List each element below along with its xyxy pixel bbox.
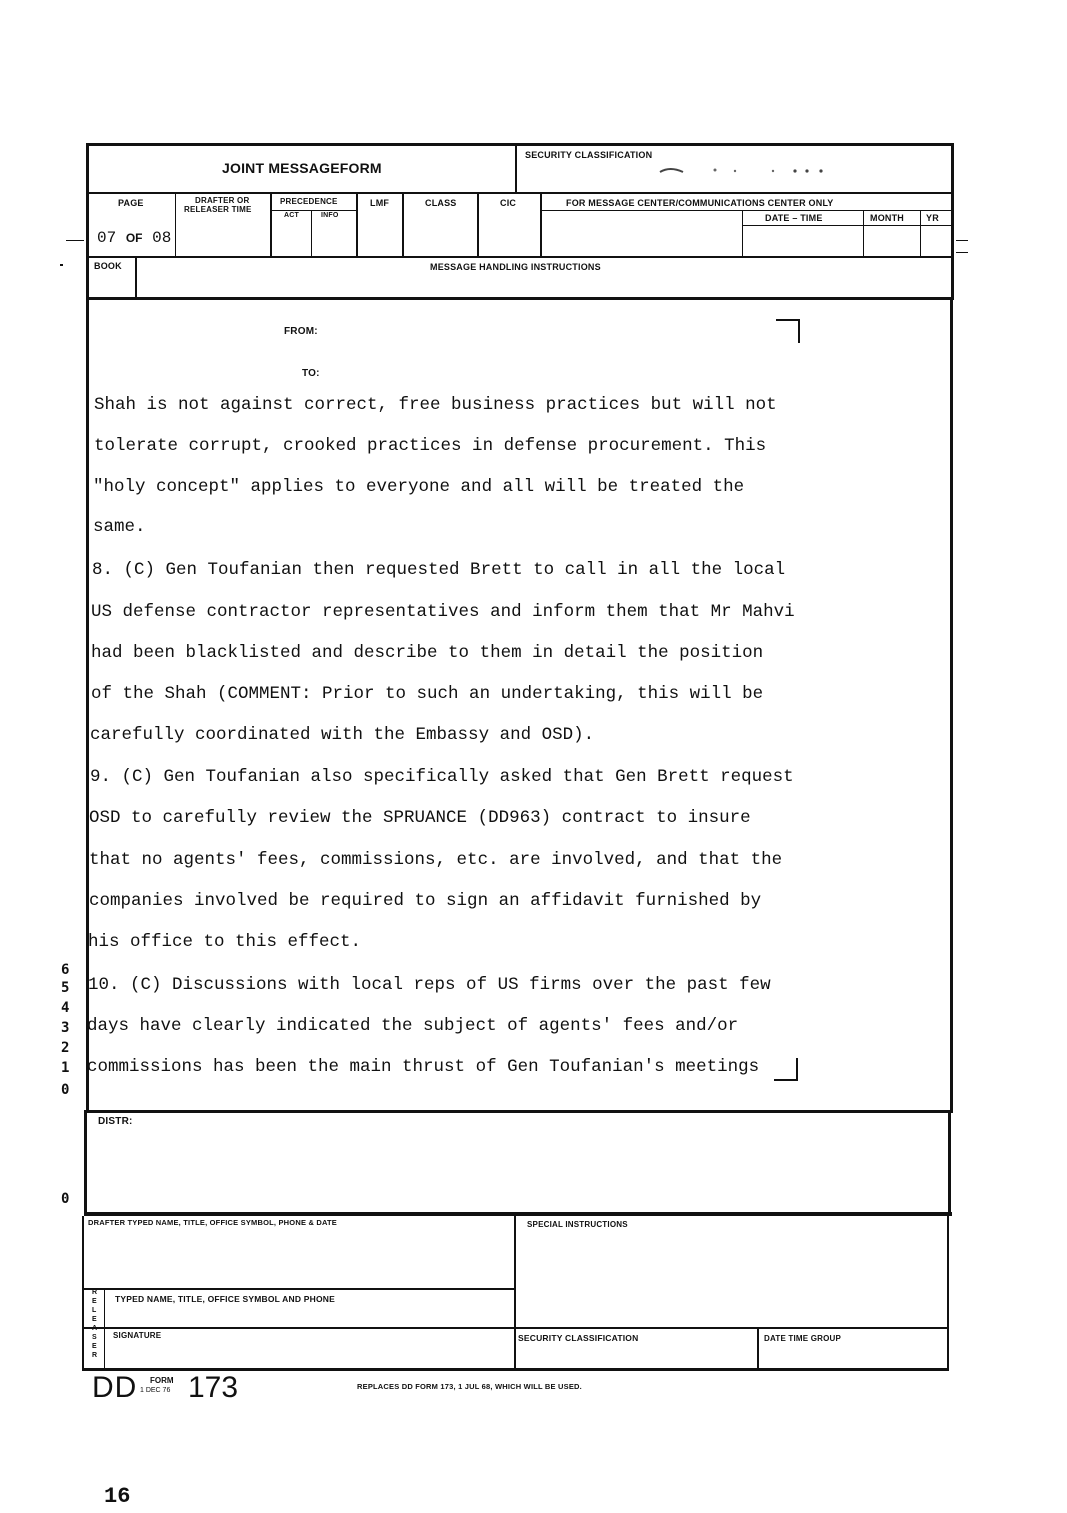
margin-number: 2 <box>61 1040 70 1056</box>
body-line: Shah is not against correct, free business practices but will not <box>94 395 777 415</box>
drafter-label-2: RELEASER TIME <box>184 205 252 214</box>
act-label: ACT <box>284 212 299 219</box>
margin-number: 6 <box>61 962 70 978</box>
body-line: companies involved be required to sign an affidavit furnished by <box>89 891 762 911</box>
month-label: MONTH <box>870 213 904 223</box>
form-title: JOINT MESSAGEFORM <box>222 160 382 176</box>
form-number: 173 <box>188 1371 239 1404</box>
precedence-label: PRECEDENCE <box>280 197 338 206</box>
form-dd: DD <box>92 1371 138 1404</box>
page-total: 08 <box>152 229 172 247</box>
replaces-text: REPLACES DD FORM 173, 1 JUL 68, WHICH WILL BE USED. <box>357 1382 582 1391</box>
page-label: PAGE <box>118 198 144 208</box>
margin-number: 0 <box>61 1082 70 1098</box>
handling-label: MESSAGE HANDLING INSTRUCTIONS <box>430 262 601 272</box>
page-of: OF <box>125 231 143 245</box>
body-line: same. <box>93 517 146 537</box>
to-label: TO: <box>302 368 320 379</box>
margin-number: 4 <box>61 1000 70 1016</box>
margin-number-lower: 0 <box>61 1191 70 1207</box>
drafter-label-1: DRAFTER OR <box>195 196 250 205</box>
date-time-label: DATE – TIME <box>765 213 823 223</box>
signature-label: SIGNATURE <box>113 1331 162 1340</box>
body-line: that no agents' fees, commissions, etc. are involved, and that the <box>89 850 783 870</box>
cic-label: CIC <box>500 198 517 208</box>
form-form-label: FORM <box>150 1376 174 1385</box>
margin-number: 1 <box>61 1060 70 1076</box>
info-label: INFO <box>321 212 339 219</box>
distr-label: DISTR: <box>98 1116 133 1127</box>
security-classification-label: SECURITY CLASSIFICATION <box>525 150 653 160</box>
body-line: 8. (C) Gen Toufanian then requested Brett to call in all the local <box>92 560 786 580</box>
typed-name-label: TYPED NAME, TITLE, OFFICE SYMBOL AND PHONE <box>115 1294 335 1304</box>
body-line: OSD to carefully review the SPRUANCE (DD963) contract to insure <box>89 808 751 828</box>
lmf-label: LMF <box>370 198 390 208</box>
body-line: tolerate corrupt, crooked practices in defense procurement. This <box>94 436 767 456</box>
page-number: 16 <box>104 1484 131 1509</box>
form-date: 1 DEC 76 <box>140 1387 171 1394</box>
body-line: of the Shah (COMMENT: Prior to such an undertaking, this will be <box>91 684 764 704</box>
body-line: his office to this effect. <box>88 932 362 952</box>
drafter-name-label: DRAFTER TYPED NAME, TITLE, OFFICE SYMBOL, PHONE & DATE <box>88 1218 337 1227</box>
special-instructions-label: SPECIAL INSTRUCTIONS <box>527 1220 628 1229</box>
page-indicator <box>97 229 171 247</box>
message-center-label: FOR MESSAGE CENTER/COMMUNICATIONS CENTER ONLY <box>566 198 834 208</box>
yr-label: YR <box>926 213 939 223</box>
body-line: 10. (C) Discussions with local reps of US firms over the past few <box>88 975 771 995</box>
margin-number: 3 <box>61 1020 70 1036</box>
book-label: BOOK <box>94 261 122 271</box>
margin-number: 5 <box>61 980 70 996</box>
body-line: carefully coordinated with the Embassy and OSD). <box>90 725 595 745</box>
body-line: had been blacklisted and describe to them in detail the position <box>91 643 764 663</box>
security-classification-label-bottom: SECURITY CLASSIFICATION <box>518 1333 639 1343</box>
class-label: CLASS <box>425 198 457 208</box>
classification-stamp-smudge <box>655 163 835 175</box>
body-line: commissions has been the main thrust of Gen Toufanian's meetings <box>87 1057 760 1077</box>
body-line: 9. (C) Gen Toufanian also specifically asked that Gen Brett request <box>90 767 794 787</box>
form-id <box>92 1371 239 1405</box>
releaser-vertical-label: RELEASER <box>92 1289 98 1359</box>
date-time-group-label: DATE TIME GROUP <box>764 1334 842 1343</box>
body-line: "holy concept" applies to everyone and all will be treated the <box>93 477 745 497</box>
body-line: US defense contractor representatives and inform them that Mr Mahvi <box>91 602 795 622</box>
from-label: FROM: <box>284 326 318 337</box>
page-num: 07 <box>97 229 117 247</box>
body-line: days have clearly indicated the subject of agents' fees and/or <box>87 1016 739 1036</box>
